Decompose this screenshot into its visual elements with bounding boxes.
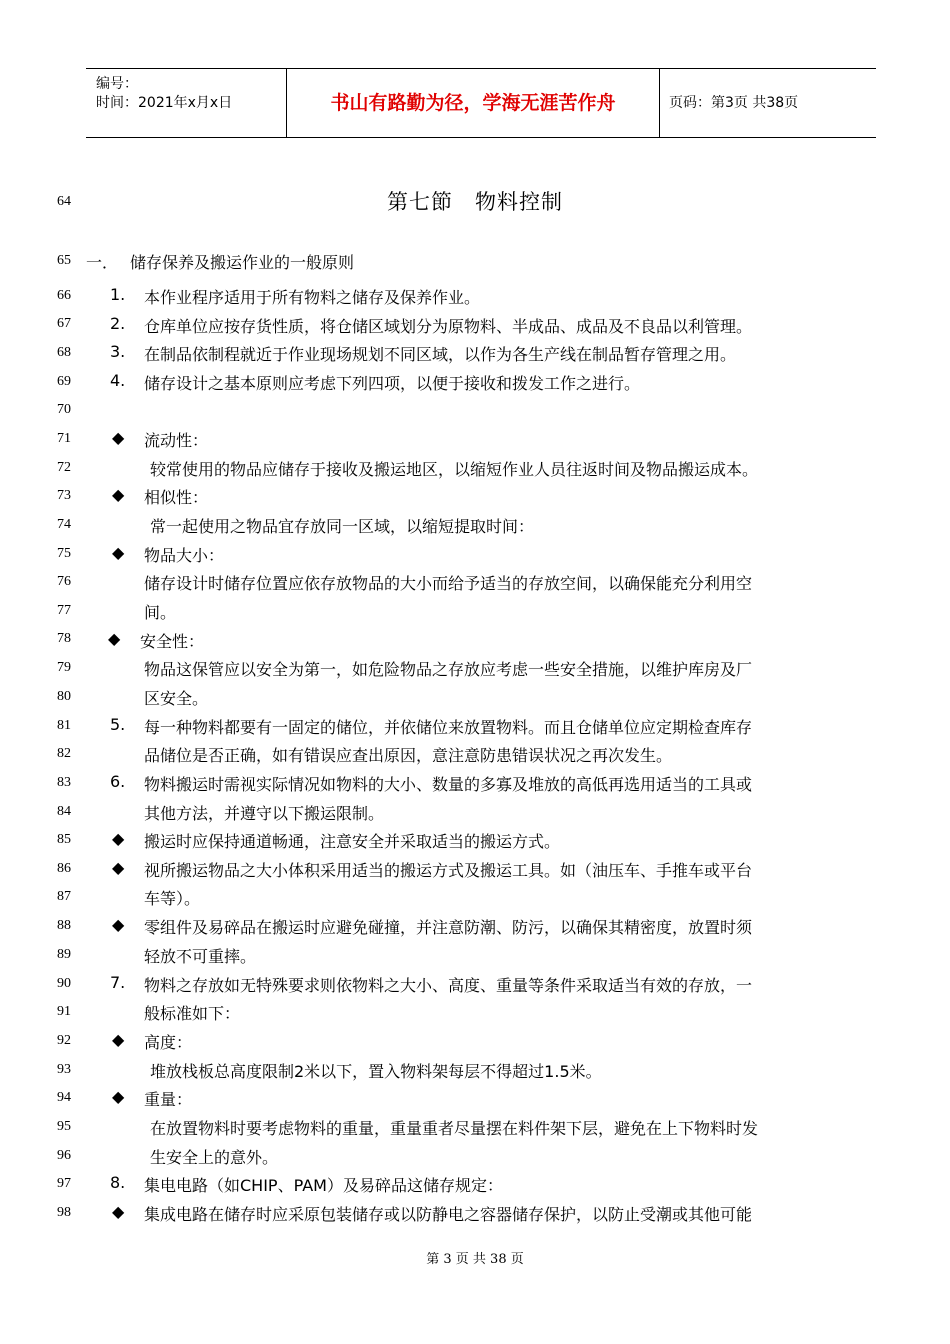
list-number: 6.: [110, 772, 126, 791]
body-line: 重量：: [144, 1090, 193, 1109]
body-line: 储存设计之基本原则应考虑下列四项，以便于接收和拨发工作之进行。: [144, 374, 641, 393]
page-footer: 第 3 页 共 38 页: [426, 1252, 524, 1267]
line-number: 68: [57, 345, 71, 360]
line-number: 87: [57, 889, 71, 904]
heading-text: 储存保养及搬运作业的一般原则: [130, 253, 355, 272]
line-number: 71: [57, 431, 71, 446]
list-number: 2.: [110, 314, 126, 333]
body-line: 其他方法，并遵守以下搬运限制。: [144, 804, 385, 823]
line-number: 78: [57, 631, 71, 646]
line-number: 94: [57, 1090, 71, 1105]
line-number: 79: [57, 660, 71, 675]
list-number: 8.: [110, 1173, 126, 1192]
body-line: 视所搬运物品之大小体积采用适当的搬运方式及搬运工具。如（油压车、手推车或平台: [144, 861, 753, 880]
body-line: 间。: [144, 603, 177, 622]
section-title: 第七節 物料控制: [387, 190, 563, 214]
line-number: 64: [57, 194, 71, 209]
body-line: 流动性：: [144, 431, 209, 450]
diamond-bullet-icon: ◆: [112, 1202, 125, 1221]
body-line: 般标准如下：: [144, 1004, 241, 1023]
body-line: 区安全。: [144, 689, 209, 708]
line-number: 76: [57, 574, 71, 589]
body-line: 集电电路（如CHIP、PAM）及易碎品这储存规定：: [144, 1176, 503, 1195]
diamond-bullet-icon: ◆: [112, 485, 125, 504]
body-line: 仓库单位应按存货性质，将仓储区域划分为原物料、半成品、成品及不良品以利管理。: [144, 317, 753, 336]
time-label: 时间：2021年x月x日: [96, 95, 233, 111]
body-line: 物品大小：: [144, 546, 225, 565]
body-line: 物料搬运时需视实际情况如物料的大小、数量的多寡及堆放的高低再选用适当的工具或: [144, 775, 753, 794]
line-number: 77: [57, 603, 71, 618]
line-number: 73: [57, 488, 71, 503]
body-line: 物料之存放如无特殊要求则依物料之大小、高度、重量等条件采取适当有效的存放，一: [144, 976, 753, 995]
body-line: 常一起使用之物品宜存放同一区域，以缩短提取时间：: [150, 517, 535, 536]
line-number: 89: [57, 947, 71, 962]
document-header: [86, 68, 876, 138]
diamond-bullet-icon: ◆: [112, 1030, 125, 1049]
body-line: 本作业程序适用于所有物料之储存及保养作业。: [144, 288, 481, 307]
line-number: 69: [57, 374, 71, 389]
diamond-bullet-icon: ◆: [112, 915, 125, 934]
line-number: 88: [57, 918, 71, 933]
diamond-bullet-icon: ◆: [112, 858, 125, 877]
line-number: 80: [57, 689, 71, 704]
line-number: 91: [57, 1004, 71, 1019]
body-line: 集成电路在储存时应采原包装储存或以防静电之容器储存保护，以防止受潮或其他可能: [144, 1205, 753, 1224]
header-info-cell: [86, 69, 287, 137]
line-number: 97: [57, 1176, 71, 1191]
line-number: 66: [57, 288, 71, 303]
list-number: 1.: [110, 285, 126, 304]
body-line: 储存设计时储存位置应依存放物品的大小而给予适当的存放空间，以确保能充分利用空: [144, 574, 753, 593]
line-number: 81: [57, 718, 71, 733]
body-line: 物品这保管应以安全为第一，如危险物品之存放应考虑一些安全措施，以维护库房及厂: [144, 660, 753, 679]
body-line: 生安全上的意外。: [150, 1148, 279, 1167]
list-number: 4.: [110, 371, 126, 390]
list-number: 3.: [110, 342, 126, 361]
line-number: 95: [57, 1119, 71, 1134]
header-page-label: 页码：第3页 共38页: [669, 95, 799, 111]
line-number: 92: [57, 1033, 71, 1048]
body-line: 在制品依制程就近于作业现场规划不同区域，以作为各生产线在制品暂存管理之用。: [144, 345, 737, 364]
body-line: 零组件及易碎品在搬运时应避免碰撞，并注意防潮、防污，以确保其精密度，放置时须: [144, 918, 753, 937]
header-motto: 书山有路勤为径，学海无涯苦作舟: [287, 69, 660, 137]
body-line: 每一种物料都要有一固定的储位，并依储位来放置物料。而且仓储单位应定期检查库存: [144, 718, 753, 737]
line-number: 86: [57, 861, 71, 876]
line-number: 65: [57, 253, 71, 268]
line-number: 82: [57, 746, 71, 761]
number-label: 编号：: [96, 76, 138, 92]
body-line: 较常使用的物品应储存于接收及搬运地区，以缩短作业人员往返时间及物品搬运成本。: [150, 460, 759, 479]
diamond-bullet-icon: ◆: [112, 1087, 125, 1106]
line-number: 67: [57, 316, 71, 331]
line-number: 70: [57, 402, 71, 417]
line-number: 93: [57, 1062, 71, 1077]
body-line: 高度：: [144, 1033, 193, 1052]
line-number: 96: [57, 1148, 71, 1163]
line-number: 75: [57, 546, 71, 561]
line-number: 85: [57, 832, 71, 847]
body-line: 相似性：: [144, 488, 209, 507]
list-number: 5.: [110, 715, 126, 734]
line-number: 83: [57, 775, 71, 790]
diamond-bullet-icon: ◆: [112, 428, 125, 447]
diamond-bullet-icon: ◆: [108, 629, 121, 648]
line-number: 84: [57, 804, 71, 819]
body-line: 品储位是否正确，如有错误应查出原因，意注意防患错误状况之再次发生。: [144, 746, 673, 765]
heading-marker: 一．: [86, 253, 119, 272]
diamond-bullet-icon: ◆: [112, 829, 125, 848]
line-number: 74: [57, 517, 71, 532]
body-line: 轻放不可重摔。: [144, 947, 257, 966]
diamond-bullet-icon: ◆: [112, 543, 125, 562]
line-number: 98: [57, 1205, 71, 1220]
line-number: 72: [57, 460, 71, 475]
list-number: 7.: [110, 973, 126, 992]
body-line: 堆放栈板总高度限制2米以下，置入物料架每层不得超过1.5米。: [150, 1062, 602, 1081]
body-line: 在放置物料时要考虑物料的重量，重量重者尽量摆在料件架下层，避免在上下物料时发: [150, 1119, 759, 1138]
body-line: 安全性：: [140, 632, 205, 651]
body-line: 车等）。: [144, 889, 201, 908]
line-number: 90: [57, 976, 71, 991]
body-line: 搬运时应保持通道畅通，注意安全并采取适当的搬运方式。: [144, 832, 561, 851]
